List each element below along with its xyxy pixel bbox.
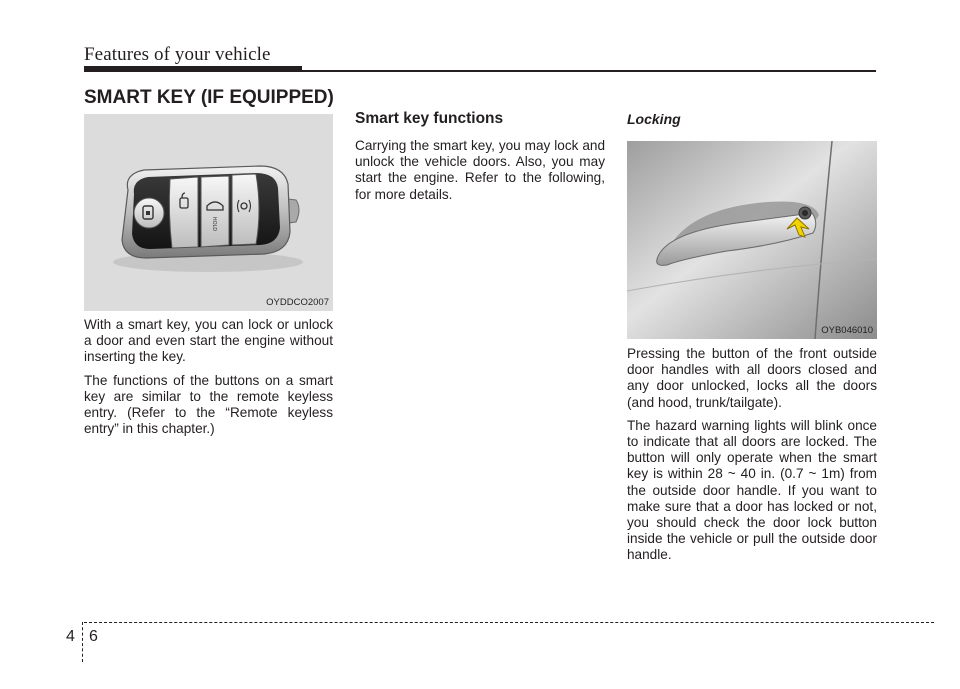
page-header-title: Features of your vehicle — [84, 44, 271, 65]
header-bar — [84, 66, 302, 72]
subheading-smart-key-functions: Smart key functions — [355, 110, 504, 127]
paragraph: With a smart key, you can lock or unlock a door and even start the engine without inserting the key. — [84, 317, 333, 365]
chapter-number: 4 — [66, 628, 75, 645]
header-rule — [302, 70, 876, 72]
paragraph: The hazard warning lights will blink once to indicate that all doors are locked. The button will only operate when the smart key is within 28 ~ 40 in. (0.7 ~ 1m) from the outside door handle. If you want to make sure that a door has locked or not, you should check the door lock button inside the vehicle or pull the outside door handle. — [627, 417, 877, 563]
page-number: 6 — [89, 628, 98, 645]
door-handle-illustration — [627, 141, 877, 339]
section-title: SMART KEY (IF EQUIPPED) — [84, 87, 334, 108]
paragraph: Carrying the smart key, you may lock and unlock the vehicle doors. Also, you may start the engine. Refer to the following, for more details. — [355, 138, 605, 202]
smart-key-illustration — [84, 114, 333, 311]
figure-code-key: OYDDCO2007 — [266, 297, 329, 308]
smart-key-figure — [84, 114, 333, 311]
column-2 — [355, 110, 605, 210]
door-handle-figure — [627, 141, 877, 339]
footer-divider — [82, 622, 83, 662]
column-3 — [627, 110, 877, 571]
paragraph: Pressing the button of the front outside door handles with all doors closed and any door unlocked, locks all the doors (and hood, trunk/tailgate). — [627, 346, 877, 410]
footer-rule — [84, 622, 934, 623]
figure-code-door: OYB046010 — [821, 325, 873, 336]
hold-label: HOLD — [211, 216, 217, 232]
paragraph: The functions of the buttons on a smart key are similar to the remote keyless entry. (Refer to the “Remote keyless entry” in this chapter.) — [84, 372, 333, 437]
subheading-locking: Locking — [627, 111, 681, 127]
column-1 — [84, 114, 333, 444]
